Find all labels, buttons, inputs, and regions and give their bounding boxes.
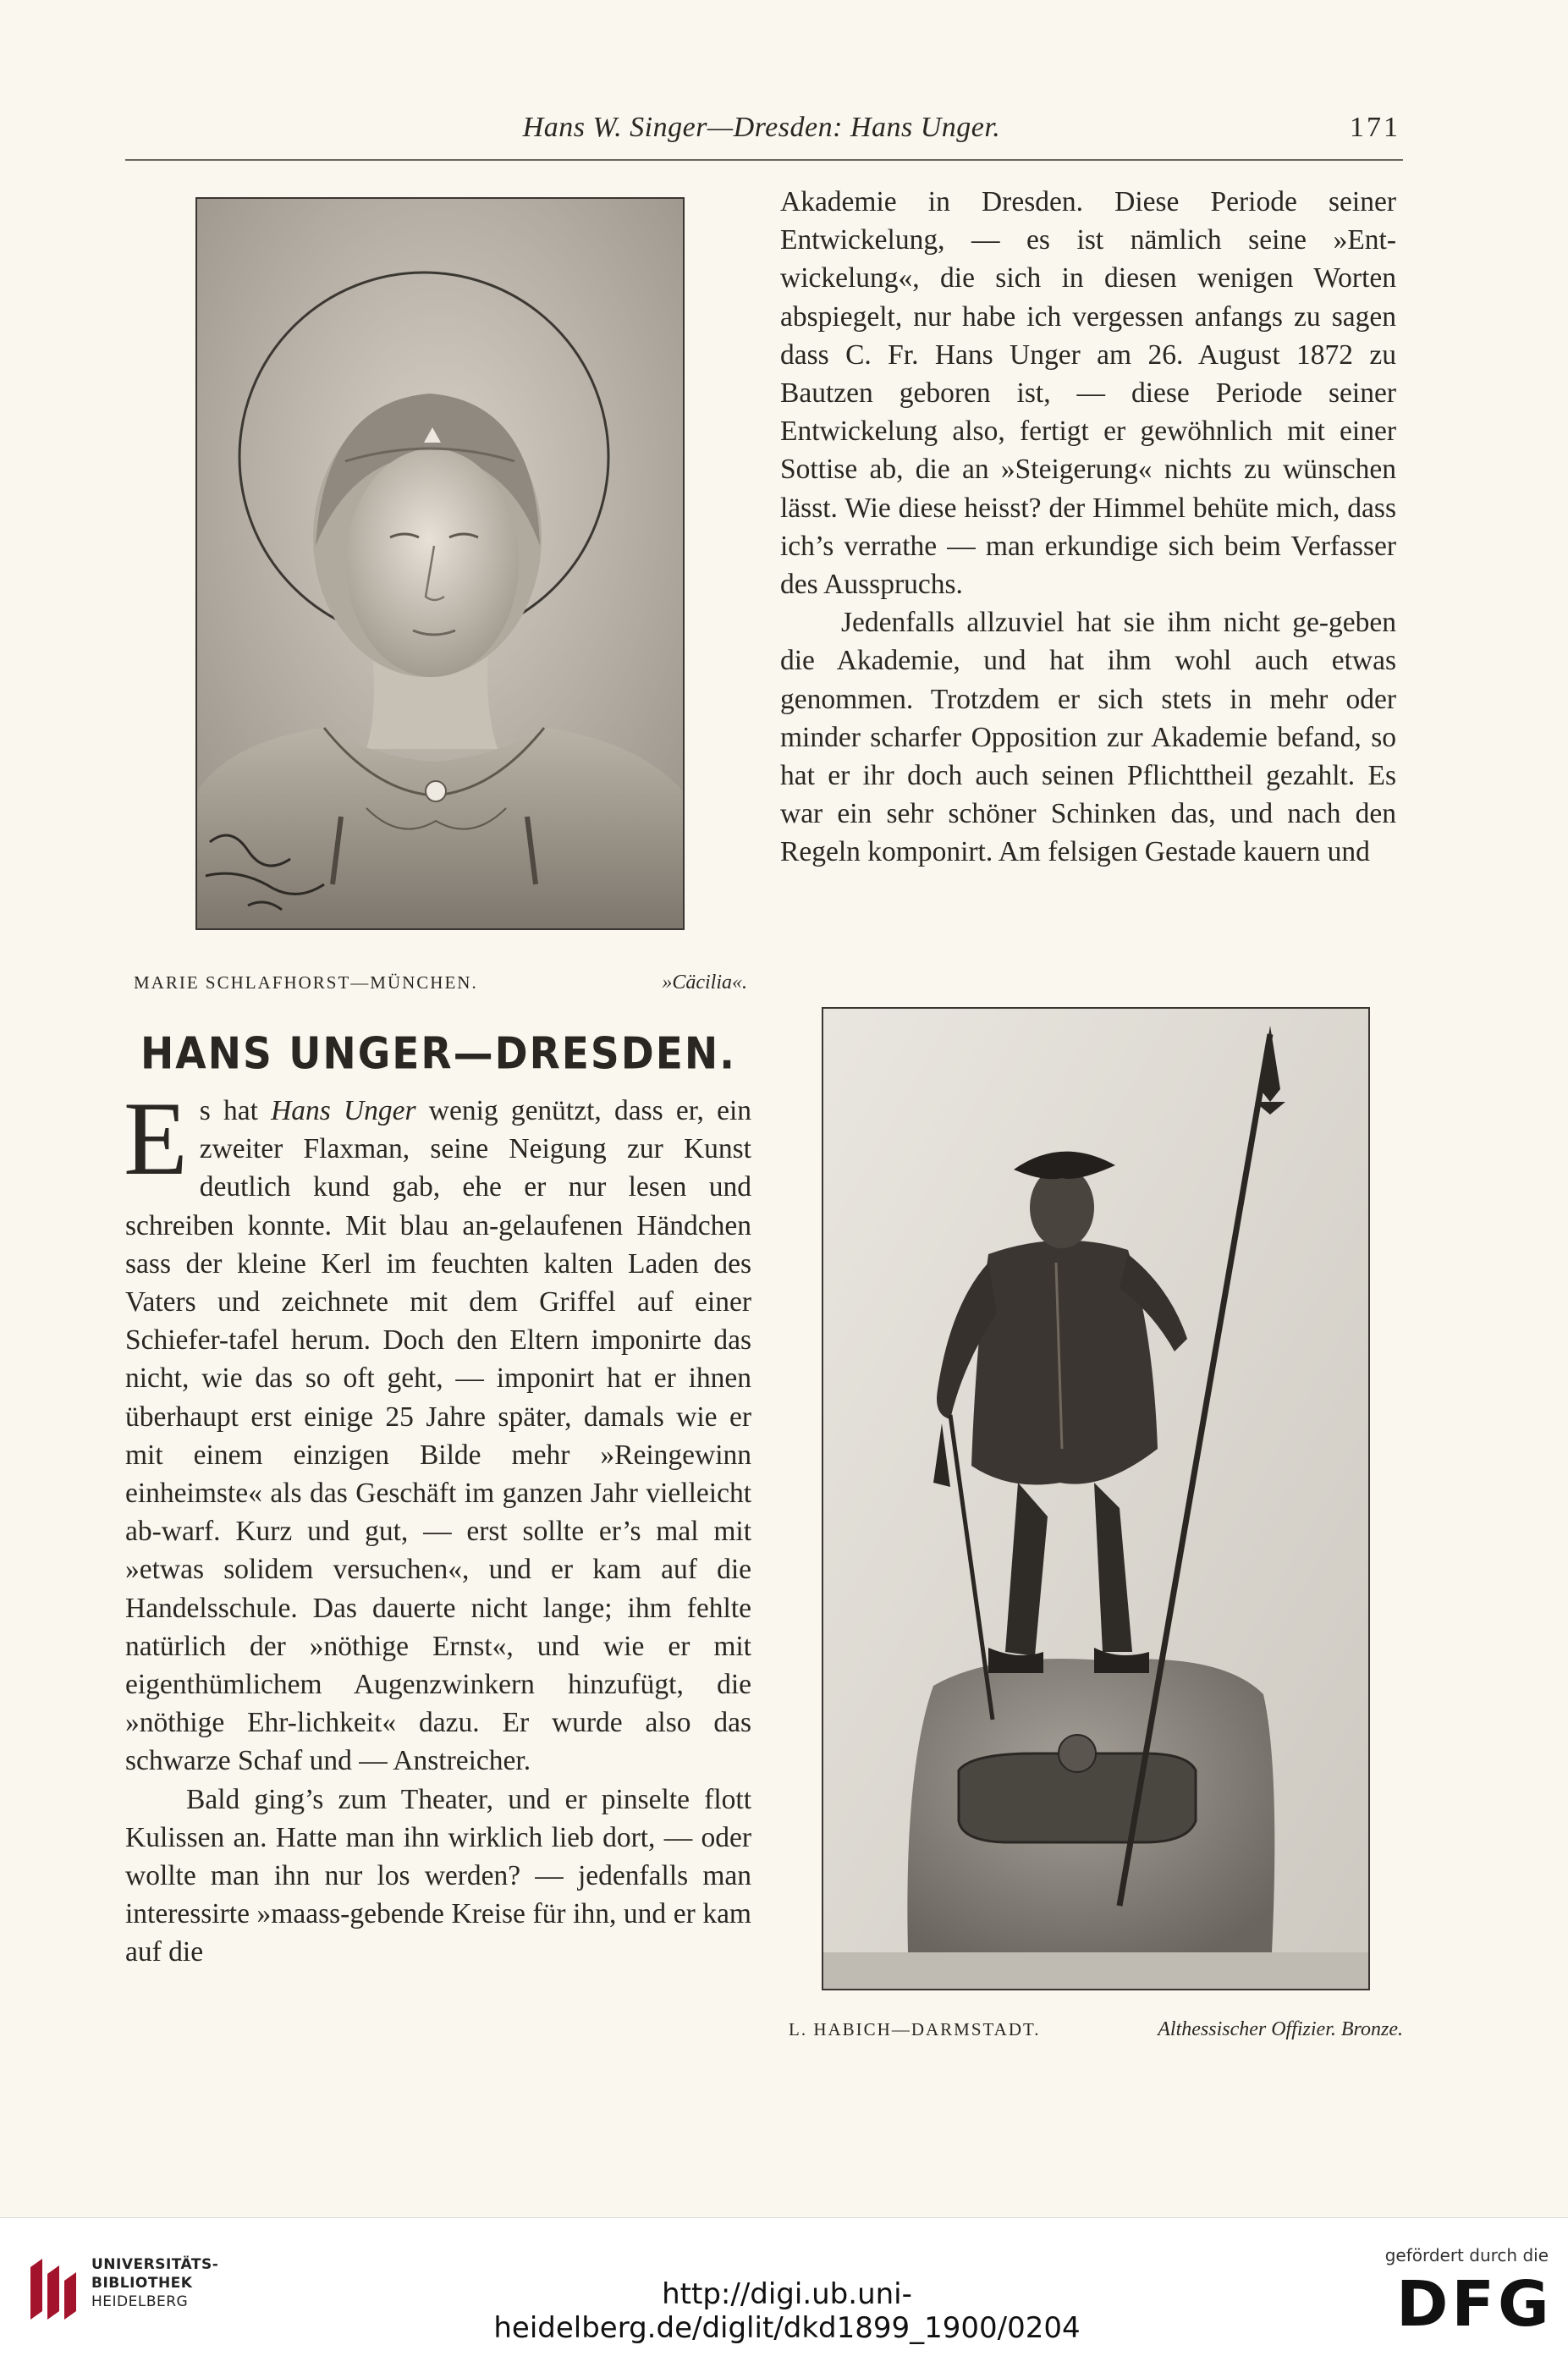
left-column-text [124, 1081, 752, 1972]
right-column-text [780, 183, 1396, 872]
article-title: HANS UNGER—DRESDEN. [140, 1028, 737, 1080]
officer-statue-plate [822, 1007, 1370, 1990]
header-rule [125, 159, 1403, 161]
page-number: 171 [1350, 112, 1400, 143]
paragraph-text: wenig genützt, dass er, ein zweiter Flaxman, seine Neigung zur Kunst deutlich kund gab, ehe er nur lesen und schreiben konnte. Mit blau an-gelaufenen Händchen sass der kleine Kerl im feuchten kalten Laden des Vaters und zeichnete mit dem Griffel auf einer Schiefer-tafel herum. Doch den Eltern imponirte das nicht, wie das so oft geht, — imponirt hat er ihnen überhaupt erst einige 25 Jahre später, damals wie er mit einem einzigen Bilde mehr »Reingewinn einheimste« als das Geschäft im ganzen Jahr vielleicht ab-warf. Kurz und gut, — erst sollte er’s mal mit »etwas solidem versuchen«, und er kam auf die Handelsschule. Das dauerte nicht lange; ihm fehlte natürlich der »nöthige Ernst«, und wie er mit eigenthümlichem Augenzwinkern hinzufügt, die »nöthige Ehr-lichkeit« dazu. Er wurde also das schwarze Schaf und — Anstreicher. [125, 1095, 752, 1777]
university-library-logo-icon [25, 2250, 83, 2325]
university-library-name[interactable] [91, 2255, 218, 2311]
paragraph: Bald ging’s zum Theater, und er pinselte flott Kulissen an. Hatte man ihn wirklich lieb dort, — oder wollte man ihn nur los werden? — jedenfalls man interessirte »maass-gebende Kreise für ihn, und er kam auf die [125, 1783, 751, 1968]
library-name-line: UNIVERSITÄTS- [91, 2256, 219, 2273]
library-name-line: BIBLIOTHEK [91, 2275, 193, 2292]
caption-artist: MARIE SCHLAFHORST—MÜNCHEN. [134, 972, 478, 993]
officer-statue-image [823, 1009, 1368, 1989]
caption-artist: L. HABICH—DARMSTADT. [789, 2019, 1041, 2039]
dfg-logo[interactable]: DFG [1396, 2268, 1553, 2341]
funding-label: gefördert durch die [1384, 2245, 1549, 2265]
running-head: Hans W. Singer—Dresden: Hans Unger. [522, 112, 1001, 143]
cacilia-bust-plate [195, 197, 685, 930]
library-name-line: HEIDELBERG [91, 2293, 189, 2310]
paragraph [124, 1081, 752, 1781]
permalink-url[interactable]: http://digi.ub.uni-heidelberg.de/diglit/dkd1899_1900/0204 [493, 2277, 1081, 2345]
cacilia-caption [134, 972, 747, 994]
cacilia-bust-image [197, 199, 683, 928]
caption-work-title: Althessischer Offizier. Bronze. [1158, 2018, 1403, 2040]
officer-statue-caption [789, 2018, 1403, 2041]
paragraph-lead: s hat [199, 1095, 272, 1126]
artist-name-italic: Hans Unger [271, 1095, 416, 1126]
paragraph: Jedenfalls allzuviel hat sie ihm nicht ge-geben die Akademie, und hat ihm wohl auch etwas genommen. Trotzdem er sich stets in mehr oder minder scharfer Opposition zur Akademie befand, so hat er ihr doch auch seinen Pflichttheil gezahlt. Es war ein sehr schöner Schinken das, und nach den Regeln komponirt. Am felsigen Gestade kauern und [780, 607, 1396, 868]
paragraph: Akademie in Dresden. Diese Periode seiner Entwickelung, — es ist nämlich seine »Ent-wickelung«, die sich in diesen wenigen Worten abspiegelt, nur habe ich vergessen anfangs zu sagen dass C. Fr. Hans Unger am 26. August 1872 zu Bautzen geboren ist, — diese Periode seiner Entwickelung also, fertigt er gewöhnlich mit einer Sottise ab, die an »Steigerung« nichts zu wünschen lässt. Wie diese heisst? der Himmel behüte mich, dass ich’s verrathe — man erkundige sich beim Verfasser des Ausspruchs. [780, 186, 1396, 601]
caption-work-title: »Cäcilia«. [662, 972, 747, 994]
drop-cap: E [124, 1081, 188, 1197]
digitization-footer [0, 2217, 1568, 2356]
